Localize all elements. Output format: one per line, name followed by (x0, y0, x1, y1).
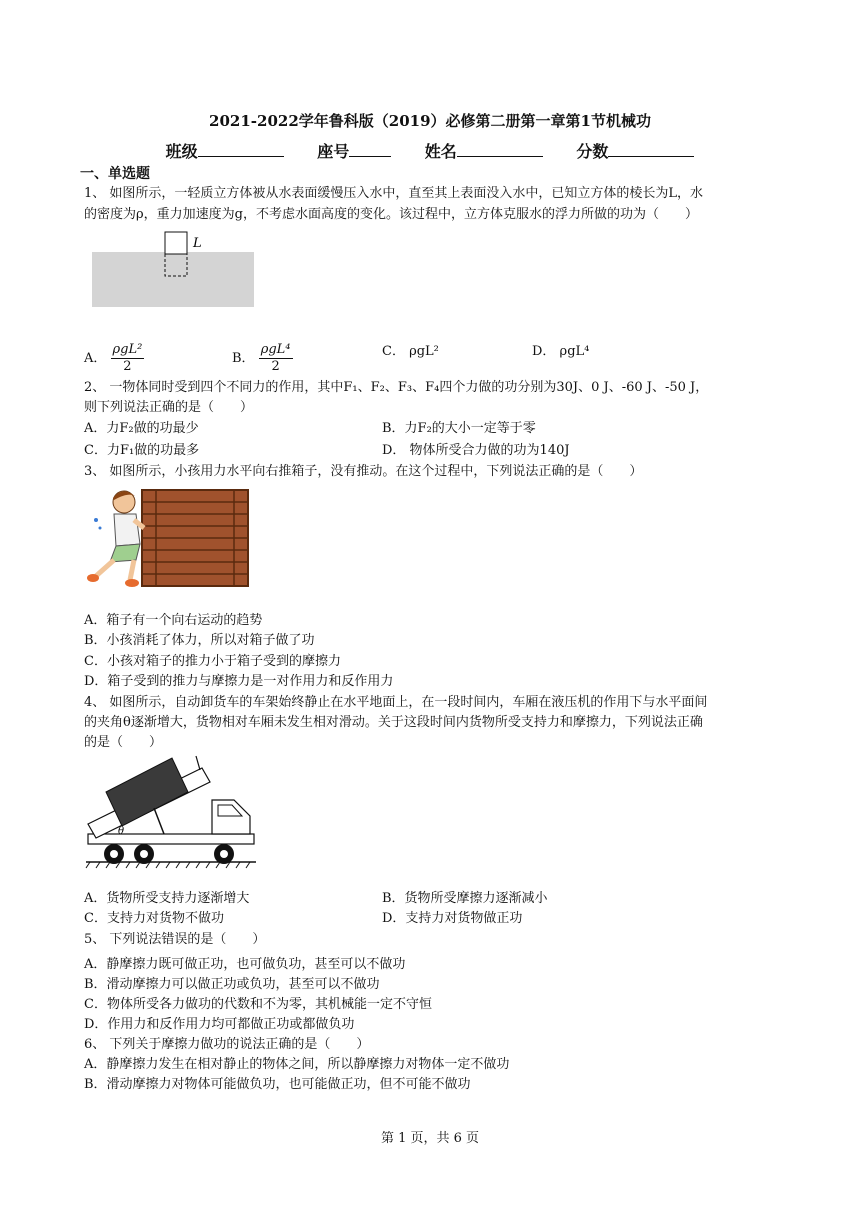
cube-above (165, 232, 187, 254)
q3-option-d[interactable]: D．箱子受到的推力与摩擦力是一对作用力和反作用力 (84, 674, 394, 689)
hydraulic-arm (154, 808, 164, 834)
q1-option-c[interactable]: C． ρgL² (382, 344, 439, 359)
q4-stem-line2: 的夹角θ逐渐增大，货物相对车厢未发生相对滑动。关于这段时间内货物所受支持力和摩擦力，下列说法正确 (84, 715, 703, 730)
q6-option-b[interactable]: B．滑动摩擦力对物体可能做负功，也可能做正功，但不可能不做功 (84, 1077, 471, 1092)
q5-stem-line1: 5、 下列说法错误的是（ ） (84, 932, 266, 947)
q3-option-a[interactable]: A．箱子有一个向右运动的趋势 (84, 613, 263, 628)
student-info-row (0, 139, 860, 162)
cargo-block (106, 758, 188, 826)
q6-stem-line1: 6、 下列关于摩擦力做功的说法正确的是（ ） (84, 1037, 370, 1052)
q6-option-a[interactable]: A．静摩擦力发生在相对静止的物体之间，所以静摩擦力对物体一定不做功 (84, 1057, 510, 1072)
q4-dump-truck-figure (84, 752, 258, 870)
q4-stem-line1: 4、 如图所示，自动卸货车的车架始终静止在水平地面上，在一段时间内，车厢在液压机的作用下与水平面间 (84, 695, 708, 710)
score-field: 分数 (576, 139, 694, 162)
q4-option-d[interactable]: D．支持力对货物做正功 (382, 911, 523, 926)
q1-stem-line1: 1、 如图所示，一轻质立方体被从水表面缓慢压入水中，直至其上表面没入水中，已知立方体的棱长为L，水 (84, 186, 704, 201)
q2-option-b[interactable]: B．力F₂的大小一定等于零 (382, 421, 536, 436)
q3-stem-line1: 3、 如图所示，小孩用力水平向右推箱子，没有推动。在这个过程中，下列说法正确的是（ ） (84, 464, 643, 479)
q2-stem-line1: 2、 一物体同时受到四个不同力的作用，其中F₁、F₂、F₃、F₄四个力做的功分别为30J、0 J、-60 J、-50 J， (84, 380, 709, 395)
q2-option-d[interactable]: D． 物体所受合力做的功为140J (382, 443, 570, 458)
score-blank[interactable] (608, 142, 694, 157)
q2-option-c[interactable]: C．力F₁做的功最多 (84, 443, 200, 458)
q2-option-a[interactable]: A．力F₂做的功最少 (84, 421, 199, 436)
water-region (92, 252, 254, 307)
q5-option-a[interactable]: A．静摩擦力既可做正功，也可做负功，甚至可以不做功 (84, 957, 406, 972)
q5-option-b[interactable]: B．滑动摩擦力可以做正功或负功，甚至可以不做功 (84, 977, 380, 992)
q2-stem-line2: 则下列说法正确的是（ ） (84, 400, 254, 415)
name-blank[interactable] (457, 142, 543, 157)
q4-option-a[interactable]: A．货物所受支持力逐渐增大 (84, 891, 250, 906)
q5-option-d[interactable]: D．作用力和反作用力均可都做正功或都做负功 (84, 1017, 355, 1032)
section-heading: 一、单选题 (80, 166, 150, 182)
q1-option-d[interactable]: D． ρgL⁴ (532, 344, 590, 359)
q5-option-c[interactable]: C．物体所受各力做功的代数和不为零，其机械能一定不守恒 (84, 997, 432, 1012)
q3-option-c[interactable]: C．小孩对箱子的推力小于箱子受到的摩擦力 (84, 654, 341, 669)
cube-length-label: L (193, 236, 202, 251)
q1-option-b[interactable]: B． ρgL⁴ 2 (232, 342, 291, 374)
page-title: 2021-2022学年鲁科版（2019）必修第二册第一章第1节机械功 (209, 112, 651, 130)
angle-label: θ (118, 826, 125, 837)
q3-child-pushing-box-figure (84, 484, 256, 590)
truck-chassis (88, 834, 254, 844)
page-number: 第 1 页，共 6 页 (380, 1131, 480, 1146)
class-blank[interactable] (198, 142, 284, 157)
seat-field: 座号 (317, 139, 391, 162)
q4-option-c[interactable]: C．支持力对货物不做功 (84, 911, 224, 926)
truck-wheels (104, 844, 234, 864)
q1-stem-line2: 的密度为ρ，重力加速度为g，不考虑水面高度的变化。该过程中，立方体克服水的浮力所做的功为（ ） (84, 207, 698, 222)
seat-blank[interactable] (349, 142, 391, 157)
q1-cube-water-figure (90, 228, 260, 310)
q4-stem-line3: 的是（ ） (84, 735, 163, 750)
name-field: 姓名 (425, 139, 543, 162)
child-shorts (110, 544, 140, 562)
class-field: 班级 (166, 139, 284, 162)
q3-option-b[interactable]: B．小孩消耗了体力，所以对箱子做了功 (84, 633, 315, 648)
q4-option-b[interactable]: B．货物所受摩擦力逐渐减小 (382, 891, 548, 906)
q1-option-a[interactable]: A． ρgL² 2 (84, 342, 143, 374)
